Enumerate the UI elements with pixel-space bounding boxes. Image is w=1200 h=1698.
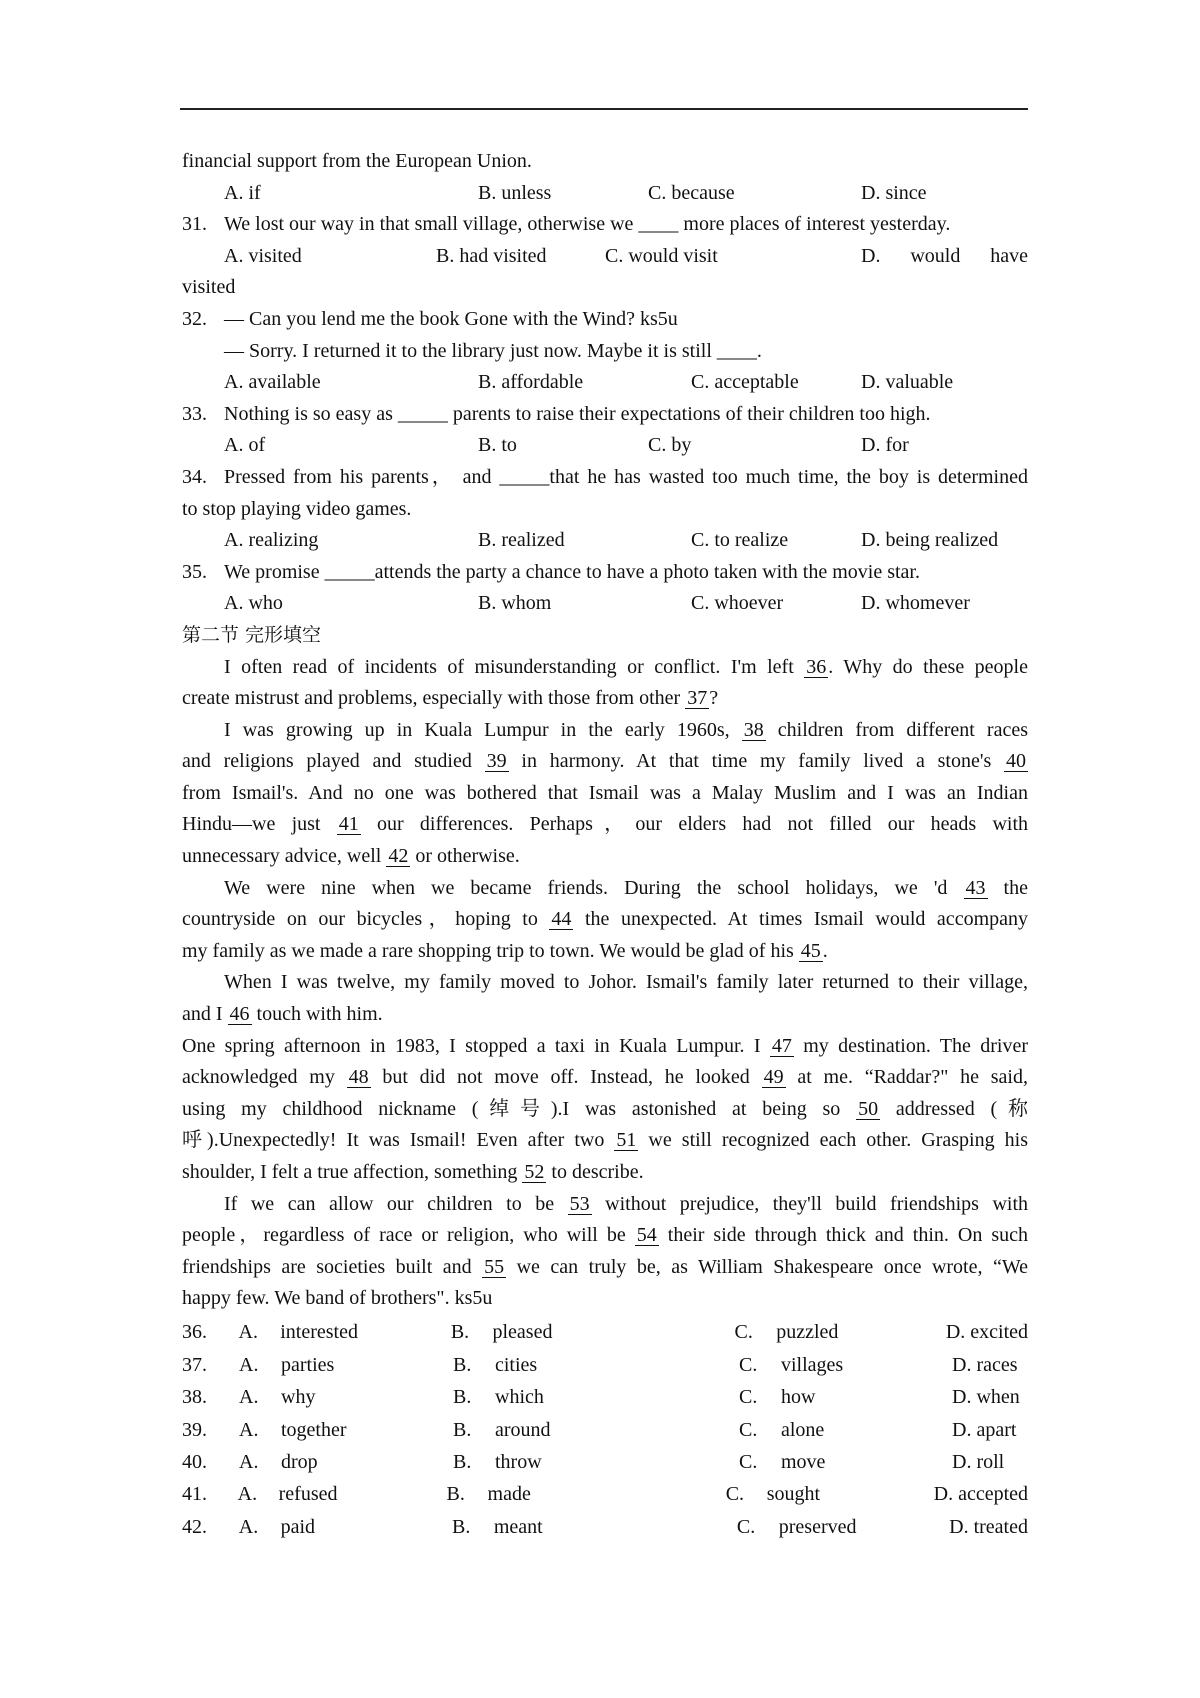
choice-number: 39. — [182, 1418, 207, 1441]
answer-blank: _____ — [397, 402, 448, 425]
blank-43: 43 — [965, 876, 986, 899]
choice-number: 37. — [182, 1353, 207, 1376]
answer-blank: _____ — [324, 560, 375, 583]
page-content — [182, 146, 1028, 1544]
passage-line: and religions played and studied 39 in harmony. At that time my family lived a stone's 40 — [182, 750, 1026, 773]
blank-39: 39 — [486, 750, 507, 773]
passage-line: acknowledged my 48 but did not move off. Instead, he looked 49 at me. “Raddar?" he said, — [182, 1066, 1028, 1089]
question-30-options — [182, 178, 1028, 210]
option-d: D. valuable — [861, 371, 954, 394]
question-number: 32. — [182, 307, 207, 330]
question-34-line2: to stop playing video games. — [182, 497, 412, 520]
blank-51: 51 — [616, 1129, 637, 1152]
blank-44: 44 — [551, 908, 572, 931]
question-31-options — [182, 241, 1028, 273]
option-a: A. if — [224, 181, 261, 204]
passage-line: people，regardless of race or religion, who will be 54 their side through thick and thin. On such — [182, 1224, 1029, 1247]
passage-line: I was growing up in Kuala Lumpur in the early 1960s, 38 children from different races — [224, 718, 1028, 741]
question-33-options — [182, 430, 1028, 462]
passage-line: 呼).Unexpectedly! It was Ismail! Even after two 51 we still recognized each other. Grasping his — [182, 1129, 1028, 1152]
question-text: more places of interest yesterday. — [678, 213, 951, 236]
blank-40: 40 — [1006, 750, 1026, 773]
section-title: 第二节 完形填空 — [182, 623, 322, 646]
answer-blank: ____ — [638, 213, 679, 236]
question-text: that he has wasted too much time, the boy is determined — [549, 465, 1028, 488]
question-34 — [182, 462, 1028, 494]
choice-row: 39. A. together B. around C. alone D. apart — [182, 1414, 1028, 1446]
choice-number: 36. — [182, 1321, 207, 1344]
blank-54: 54 — [636, 1224, 657, 1247]
option-a: A. who — [224, 592, 283, 615]
option-a: A. available — [224, 371, 321, 394]
option-d: D. being realized — [861, 529, 999, 552]
choice-row: 42. A. paid B. meant C. preserved D. treated — [182, 1511, 1028, 1543]
question-35 — [182, 557, 1028, 589]
question-32 — [182, 304, 1028, 336]
blank-47: 47 — [771, 1034, 792, 1057]
passage-line: Hindu—we just 41 our differences. Perhaps，our elders had not filled our heads with — [182, 813, 1029, 836]
answer-blank: ____ — [716, 339, 757, 362]
blank-48: 48 — [348, 1066, 369, 1089]
passage-line: One spring afternoon in 1983, I stopped a taxi in Kuala Lumpur. I 47 my destination. The driver — [182, 1034, 1028, 1057]
passage-line: We were nine when we became friends. During the school holidays, we 'd 43 the — [224, 876, 1028, 899]
choice-row: 41. A. refused B. made C. sought D. accepted — [182, 1479, 1028, 1511]
option-a: A. realizing — [224, 529, 319, 552]
passage-line: If we can allow our children to be 53 without prejudice, they'll build friendships with — [224, 1192, 1028, 1215]
choice-number: 41. — [182, 1483, 207, 1506]
passage-line: my family as we made a rare shopping trip to town. We would be glad of his 45 . — [182, 939, 828, 962]
choice-row: 37. A. parties B. cities C. villages D. races — [182, 1349, 1028, 1381]
choice-number: 42. — [182, 1515, 207, 1538]
choice-number: 40. — [182, 1450, 207, 1473]
option-d: D. would have — [861, 244, 1028, 267]
question-text: parents to raise their expectations of their children too high. — [447, 402, 931, 425]
option-b: B. to — [478, 434, 517, 457]
blank-45: 45 — [800, 939, 821, 962]
option-c: C. because — [648, 181, 735, 204]
choice-row: 36. A. interested B. pleased C. puzzled D. excited — [182, 1317, 1028, 1349]
passage-line: and I 46 touch with him. — [182, 1003, 383, 1026]
question-34-options — [182, 525, 1028, 557]
option-b: B. unless — [478, 181, 552, 204]
question-32-line2 — [182, 336, 1028, 368]
option-c: C. would visit — [605, 244, 718, 267]
passage-line: create mistrust and problems, especially with those from other 37 ? — [182, 687, 719, 710]
question-number: 35. — [182, 560, 207, 583]
question-number: 31. — [182, 213, 207, 236]
question-number: 33. — [182, 402, 207, 425]
question-number: 34. — [182, 465, 207, 488]
blank-38: 38 — [743, 718, 764, 741]
blank-50: 50 — [858, 1097, 879, 1120]
blank-49: 49 — [763, 1066, 784, 1089]
option-a: A. visited — [224, 244, 302, 267]
question-32-options — [182, 367, 1028, 399]
answer-blank: _____ — [499, 465, 550, 488]
option-b: B. affordable — [478, 371, 584, 394]
option-b: B. realized — [478, 529, 565, 552]
choice-row: 40. A. drop B. throw C. move D. roll — [182, 1447, 1028, 1479]
option-b: B. whom — [478, 592, 552, 615]
passage-line: friendships are societies built and 55 we can truly be, as William Shakespeare once wrote, “We — [182, 1255, 1028, 1278]
choice-number: 38. — [182, 1386, 207, 1409]
question-text: . — [756, 339, 762, 362]
question-text: Nothing is so easy as — [224, 402, 398, 425]
question-text: Pressed from his parents， and — [224, 465, 500, 488]
question-35-options — [182, 588, 1028, 620]
question-31-wrap: visited — [182, 276, 236, 299]
header-rule — [180, 108, 1028, 110]
blank-36: 36 — [806, 655, 827, 678]
question-text: We promise — [224, 560, 325, 583]
passage-line: countryside on our bicycles，hoping to 44 the unexpected. At times Ismail would accompany — [182, 908, 1028, 931]
question-text: attends the party a chance to have a photo taken with the movie star. — [374, 560, 920, 583]
blank-37: 37 — [687, 687, 708, 710]
blank-55: 55 — [484, 1255, 505, 1278]
passage-line: I often read of incidents of misunderstanding or conflict. I'm left 36 . Why do these people — [224, 655, 1028, 678]
option-c: C. to realize — [691, 529, 789, 552]
passage-line: unnecessary advice, well 42 or otherwise. — [182, 845, 520, 868]
question-text: — Sorry. I returned it to the library just now. Maybe it is still — [224, 339, 717, 362]
passage-line: shoulder, I felt a true affection, something 52 to describe. — [182, 1161, 644, 1183]
passage-line: from Ismail's. And no one was bothered that Ismail was a Malay Muslim and I was an Indian — [182, 781, 1028, 804]
blank-52: 52 — [524, 1161, 545, 1183]
blank-42: 42 — [388, 845, 409, 868]
option-d: D. for — [861, 434, 909, 457]
passage-line: happy few. We band of brothers". ks5u — [182, 1287, 493, 1310]
question-text: — Can you lend me the book Gone with the Wind? ks5u — [224, 307, 678, 330]
choices-table — [182, 1317, 1028, 1544]
passage-line: using my childhood nickname (绰号).I was astonished at being so 50 addressed (称 — [182, 1097, 1028, 1120]
question-30-tail: financial support from the European Union. — [182, 150, 532, 172]
option-c: C. acceptable — [691, 371, 799, 394]
option-d: D. whomever — [861, 592, 970, 615]
option-b: B. had visited — [436, 244, 547, 267]
option-c: C. by — [648, 434, 692, 457]
option-a: A. of — [224, 434, 266, 457]
passage-line: When I was twelve, my family moved to Johor. Ismail's family later returned to their village, — [224, 971, 1028, 994]
choice-row: 38. A. why B. which C. how D. when — [182, 1382, 1028, 1414]
blank-53: 53 — [569, 1192, 590, 1215]
question-31 — [182, 209, 1028, 241]
blank-46: 46 — [229, 1003, 250, 1026]
blank-41: 41 — [338, 813, 359, 836]
option-d: D. since — [861, 181, 927, 204]
question-text: We lost our way in that small village, otherwise we — [224, 213, 639, 236]
option-c: C. whoever — [691, 592, 784, 615]
question-33 — [182, 399, 1028, 431]
